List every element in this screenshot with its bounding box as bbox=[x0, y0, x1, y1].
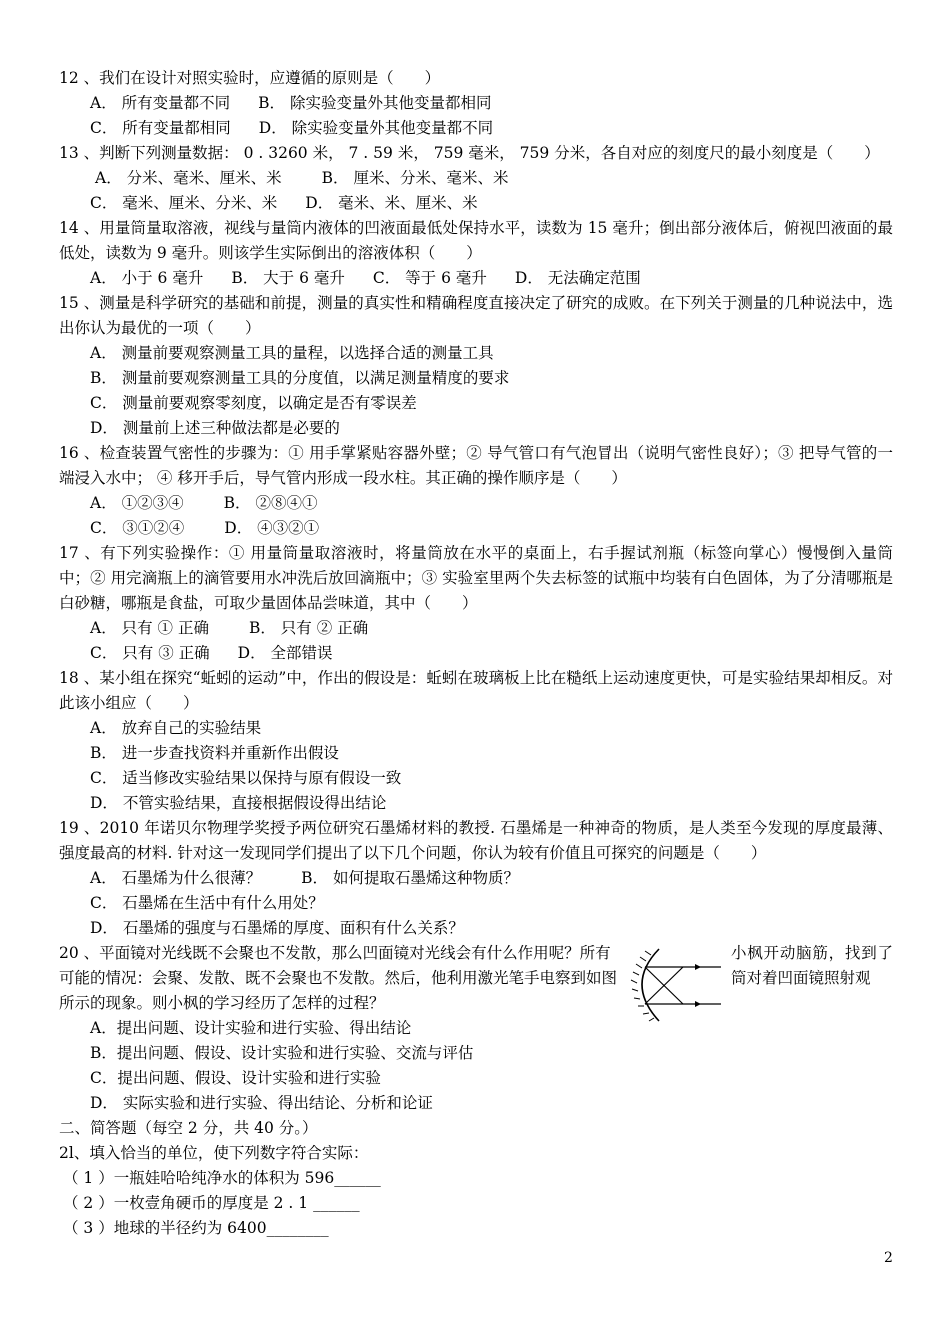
q12-option-b: B． 除实验变量外其他变量都相同 bbox=[258, 94, 492, 112]
q20-option-b: B．提出问题、假设、设计实验和进行实验、交流与评估 bbox=[90, 1044, 474, 1062]
q16-option-c: C． ③①②④ bbox=[90, 519, 185, 537]
q14-option-b: B． 大于 6 毫升 bbox=[231, 269, 345, 287]
q13-option-b: B． 厘米、分米、毫米、米 bbox=[321, 169, 509, 187]
q12-option-d: D． 除实验变量外其他变量都不同 bbox=[258, 119, 494, 137]
q14-option-c: C． 等于 6 毫升 bbox=[372, 269, 487, 287]
q19-options-row1 bbox=[59, 866, 893, 891]
exam-page bbox=[59, 66, 893, 1241]
q16-options-row1 bbox=[59, 491, 893, 516]
q15-option-d: D． 测量前上述三种做法都是必要的 bbox=[90, 419, 340, 437]
q13-option-d: D． 毫米、米、厘米、米 bbox=[305, 194, 478, 212]
q14-options bbox=[59, 266, 893, 291]
q16-stem: 16 、检查装置气密性的步骤为：① 用手掌紧贴容器外壁；② 导气管口有气泡冒出（说明气密性良好）；③ 把导气管的一端浸入水中； ④ 移开手后，导气管内形成一段水柱。其正确的操作顺序是（ ） bbox=[59, 444, 893, 487]
q21-stem: 2l、填入恰当的单位，使下列数字符合实际： bbox=[59, 1144, 369, 1162]
q12-option-c: C． 所有变量都相同 bbox=[90, 119, 231, 137]
concave-mirror-figure bbox=[621, 943, 725, 1025]
q14-option-a: A． 小于 6 毫升 bbox=[90, 269, 204, 287]
q12-option-a: A． 所有变量都不同 bbox=[90, 94, 231, 112]
q12-options-row2 bbox=[59, 116, 893, 141]
q15-stem: 15 、测量是科学研究的基础和前提，测量的真实性和精确程度直接决定了研究的成败。在下列关于测量的几种说法中，选出你认为最优的一项（ ） bbox=[59, 294, 893, 337]
q19-option-c: C． 石墨烯在生活中有什么用处？ bbox=[90, 894, 324, 912]
q13-option-a: A． 分米、毫米、厘米、米 bbox=[95, 169, 282, 187]
section-2-title: 二、简答题（每空 2 分，共 40 分。） bbox=[59, 1119, 318, 1137]
q13-stem: 13 、判断下列测量数据： 0 . 3260 米， 7 . 59 米， 759 毫米， 759 分米，各自对应的刻度尺的最小刻度是（ ） bbox=[59, 144, 880, 162]
q15-option-a: A． 测量前要观察测量工具的量程，以选择合适的测量工具 bbox=[90, 344, 494, 362]
q19-option-d: D． 石墨烯的强度与石墨烯的厚度、面积有什么关系？ bbox=[90, 919, 464, 937]
q21-item-1: （ 1 ）一瓶娃哈哈纯净水的体积为 596______ bbox=[63, 1169, 381, 1187]
q18-option-d: D． 不管实验结果，直接根据假设得出结论 bbox=[90, 794, 387, 812]
q17-option-c: C． 只有 ③ 正确 bbox=[90, 644, 210, 662]
q15-option-b: B． 测量前要观察测量工具的分度值，以满足测量精度的要求 bbox=[90, 369, 510, 387]
q20-option-d: D． 实际实验和进行实验、得出结论、分析和论证 bbox=[90, 1094, 433, 1112]
q15-option-c: C． 测量前要观察零刻度，以确定是否有零误差 bbox=[90, 394, 417, 412]
q17-options-row1 bbox=[59, 616, 893, 641]
q14-option-d: D． 无法确定范围 bbox=[514, 269, 641, 287]
page-number: 2 bbox=[884, 1250, 893, 1266]
q13-option-c: C． 毫米、厘米、分米、米 bbox=[90, 194, 278, 212]
q18-option-b: B． 进一步查找资料并重新作出假设 bbox=[90, 744, 339, 762]
q19-stem: 19 、2010 年诺贝尔物理学奖授予两位研究石墨烯材料的教授. 石墨烯是一种神奇的物质，是人类至今发现的厚度最薄、强度最高的材料. 针对这一发现同学们提出了以下几个问题，你认为较有价值且可探究的问题是（ ） bbox=[59, 819, 893, 862]
q20-option-a: A．提出问题、设计实验和进行实验、得出结论 bbox=[90, 1019, 412, 1037]
q18-stem: 18 、某小组在探究“蚯蚓的运动”中，作出的假设是：蚯蚓在玻璃板上比在糙纸上运动速度更快，可是实验结果却相反。对此该小组应（ ） bbox=[59, 669, 893, 712]
q21-item-3: （ 3 ）地球的半径约为 6400________ bbox=[63, 1219, 329, 1237]
q20-stem-left: 20 、平面镜对光线既不会聚也不发散，那么凹面镜对光线会有什么作用呢？所有可能的情况：会聚、发散、既不会聚也不发散。然后，他利用激光笔手电察到如图所示的现象。则小枫的学习经历了怎样的过程？ bbox=[59, 944, 618, 1012]
q20-stem-right: 小枫开动脑筋，找到了筒对着凹面镜照射观 bbox=[731, 944, 893, 987]
q20-option-c: C．提出问题、假设、设计实验和进行实验 bbox=[90, 1069, 381, 1087]
q17-option-a: A． 只有 ① 正确 bbox=[90, 619, 209, 637]
q17-options-row2 bbox=[59, 641, 893, 666]
q13-options-row2 bbox=[59, 191, 893, 216]
q14-stem: 14 、用量筒量取溶液，视线与量筒内液体的凹液面最低处保持水平，读数为 15 毫升；倒出部分液体后，俯视凹液面的最低处，读数为 9 毫升。则该学生实际倒出的溶液体积（ ） bbox=[59, 219, 893, 262]
q16-option-a: A． ①②③④ bbox=[90, 494, 184, 512]
q18-option-a: A． 放弃自己的实验结果 bbox=[90, 719, 262, 737]
q18-option-c: C． 适当修改实验结果以保持与原有假设一致 bbox=[90, 769, 402, 787]
q17-option-d: D． 全部错误 bbox=[237, 644, 333, 662]
q16-options-row2 bbox=[59, 516, 893, 541]
q12-stem: 12 、我们在设计对照实验时，应遵循的原则是（ ） bbox=[59, 69, 441, 87]
q21-item-2: （ 2 ）一枚壹角硬币的厚度是 2 . 1 ______ bbox=[63, 1194, 360, 1212]
q20-block bbox=[59, 941, 893, 1016]
q16-option-b: B． ②⑧④① bbox=[223, 494, 318, 512]
q13-options-row1 bbox=[59, 166, 893, 191]
q12-options-row1 bbox=[59, 91, 893, 116]
q17-stem: 17 、有下列实验操作：① 用量筒量取溶液时，将量筒放在水平的桌面上，右手握试剂瓶（标签向掌心）慢慢倒入量筒中；② 用完滴瓶上的滴管要用水冲洗后放回滴瓶中；③ 实验室里两个失去标签的试瓶中均装有白色固体，为了分清哪瓶是白砂糖，哪瓶是食盐，可取少量固体品尝味道，其中（ ） bbox=[59, 544, 893, 612]
q17-option-b: B． 只有 ② 正确 bbox=[248, 619, 369, 637]
q16-option-d: D． ④③②① bbox=[224, 519, 320, 537]
q19-option-a: A． 石墨烯为什么很薄？ bbox=[90, 869, 262, 887]
q19-option-b: B． 如何提取石墨烯这种物质？ bbox=[301, 869, 519, 887]
